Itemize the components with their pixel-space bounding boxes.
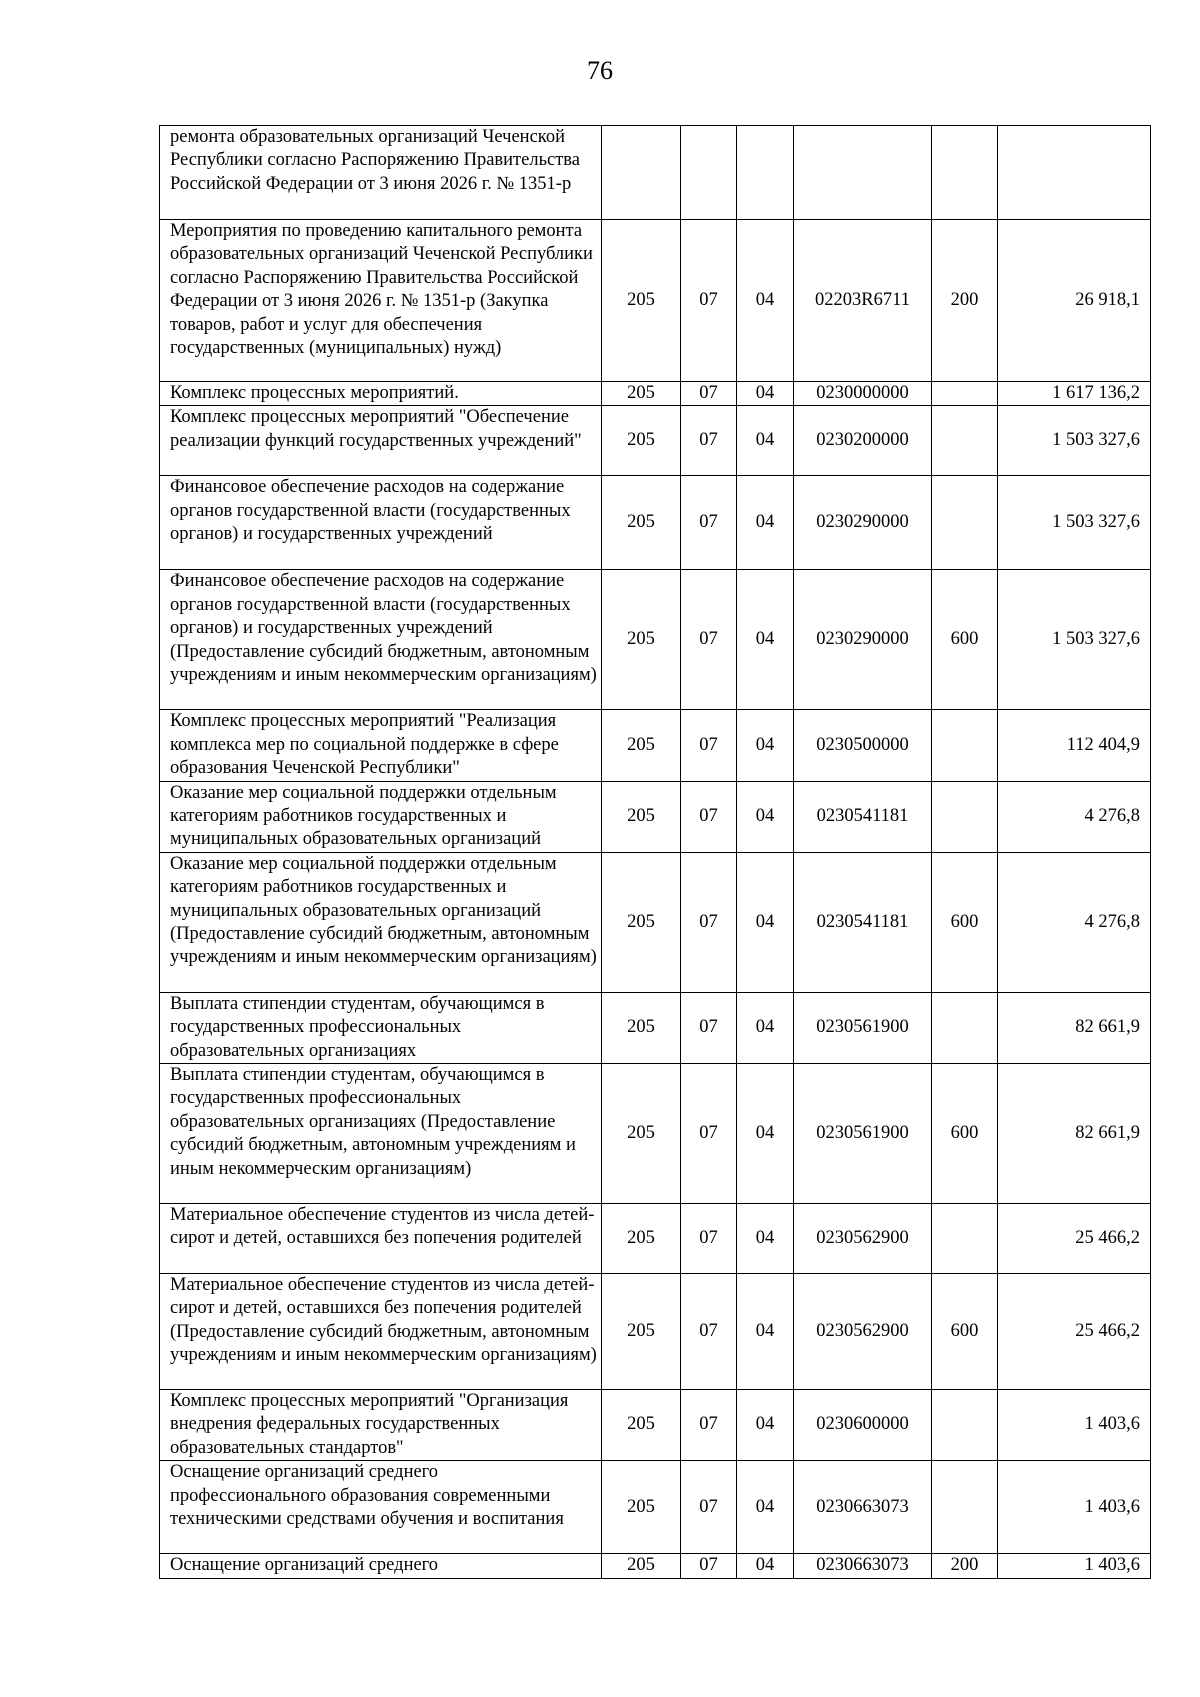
row-name: Мероприятия по проведению капитального ремонта образовательных организаций Чеченской Республики согласно Распоряжению Правительства Российской Федерации от 3 июня 2026 г. № 1351-р (Закупка товаров, работ и услуг для обеспечения государственных (муниципальных) нужд) (160, 220, 602, 382)
expense-type-code (932, 1204, 998, 1274)
amount: 112 404,9 (998, 710, 1151, 781)
target-article-code: 02203R6711 (794, 220, 932, 382)
section-code: 07 (681, 406, 737, 476)
table-row (160, 220, 1151, 382)
amount: 1 617 136,2 (998, 382, 1151, 406)
section-code: 07 (681, 220, 737, 382)
subsection-code: 04 (737, 1204, 794, 1274)
section-code: 07 (681, 476, 737, 570)
table-row (160, 1064, 1151, 1204)
row-name: Выплата стипендии студентам, обучающимся в государственных профессиональных образовательных организациях (Предоставление субсидий бюджетным, автономным учреждениям и иным некоммерческим организациям) (160, 1064, 602, 1204)
table-body (160, 126, 1151, 1579)
section-code: 07 (681, 1461, 737, 1554)
subsection-code: 04 (737, 476, 794, 570)
amount: 1 403,6 (998, 1461, 1151, 1554)
row-name: Выплата стипендии студентам, обучающимся в государственных профессиональных образовательных организациях (160, 992, 602, 1063)
table-row (160, 1554, 1151, 1578)
subsection-code: 04 (737, 992, 794, 1063)
row-name: Материальное обеспечение студентов из числа детей-сирот и детей, оставшихся без попечения родителей (160, 1204, 602, 1274)
expense-type-code (932, 406, 998, 476)
ministry-code: 205 (602, 220, 681, 382)
section-code: 07 (681, 710, 737, 781)
row-name: Материальное обеспечение студентов из числа детей-сирот и детей, оставшихся без попечения родителей (Предоставление субсидий бюджетным, автономным учреждениям и иным некоммерческим организациям) (160, 1274, 602, 1390)
subsection-code: 04 (737, 570, 794, 710)
section-code: 07 (681, 1554, 737, 1578)
table-row (160, 476, 1151, 570)
amount: 82 661,9 (998, 1064, 1151, 1204)
target-article-code: 0230562900 (794, 1274, 932, 1390)
row-name: Комплекс процессных мероприятий. (160, 382, 602, 406)
target-article-code: 0230541181 (794, 781, 932, 852)
amount: 1 403,6 (998, 1554, 1151, 1578)
section-code: 07 (681, 852, 737, 992)
target-article-code: 0230561900 (794, 992, 932, 1063)
expense-type-code (932, 126, 998, 220)
target-article-code: 0230600000 (794, 1390, 932, 1461)
subsection-code: 04 (737, 1390, 794, 1461)
amount: 1 503 327,6 (998, 476, 1151, 570)
table-row (160, 852, 1151, 992)
row-name: Оказание мер социальной поддержки отдельным категориям работников государственных и муниципальных образовательных организаций (160, 781, 602, 852)
target-article-code: 0230541181 (794, 852, 932, 992)
expense-type-code (932, 710, 998, 781)
target-article-code (794, 126, 932, 220)
subsection-code: 04 (737, 406, 794, 476)
amount: 26 918,1 (998, 220, 1151, 382)
amount: 25 466,2 (998, 1274, 1151, 1390)
ministry-code: 205 (602, 570, 681, 710)
subsection-code: 04 (737, 1274, 794, 1390)
expense-type-code (932, 992, 998, 1063)
subsection-code: 04 (737, 1064, 794, 1204)
subsection-code: 04 (737, 1461, 794, 1554)
table-row (160, 781, 1151, 852)
amount (998, 126, 1151, 220)
page-number: 76 (587, 56, 613, 85)
amount: 1 503 327,6 (998, 570, 1151, 710)
section-code: 07 (681, 1204, 737, 1274)
section-code (681, 126, 737, 220)
ministry-code: 205 (602, 1274, 681, 1390)
section-code: 07 (681, 1064, 737, 1204)
ministry-code: 205 (602, 1064, 681, 1204)
subsection-code: 04 (737, 852, 794, 992)
expense-type-code: 200 (932, 1554, 998, 1578)
ministry-code: 205 (602, 710, 681, 781)
ministry-code: 205 (602, 1554, 681, 1578)
row-name: Комплекс процессных мероприятий "Обеспечение реализации функций государственных учреждений" (160, 406, 602, 476)
amount: 4 276,8 (998, 781, 1151, 852)
amount: 1 503 327,6 (998, 406, 1151, 476)
target-article-code: 0230663073 (794, 1461, 932, 1554)
ministry-code: 205 (602, 382, 681, 406)
subsection-code: 04 (737, 382, 794, 406)
expense-type-code: 600 (932, 1274, 998, 1390)
row-name: Финансовое обеспечение расходов на содержание органов государственной власти (государственных органов) и государственных учреждений (Предоставление субсидий бюджетным, автономным учреждениям и иным некоммерческим организациям) (160, 570, 602, 710)
amount: 4 276,8 (998, 852, 1151, 992)
section-code: 07 (681, 1274, 737, 1390)
section-code: 07 (681, 382, 737, 406)
row-name: Оказание мер социальной поддержки отдельным категориям работников государственных и муниципальных образовательных организаций (Предоставление субсидий бюджетным, автономным учреждениям и иным некоммерческим организациям) (160, 852, 602, 992)
expense-type-code (932, 781, 998, 852)
row-name: Финансовое обеспечение расходов на содержание органов государственной власти (государственных органов) и государственных учреждений (160, 476, 602, 570)
row-name: Оснащение организаций среднего профессионального образования современными техническими средствами обучения и воспитания (160, 1461, 602, 1554)
ministry-code: 205 (602, 852, 681, 992)
amount: 1 403,6 (998, 1390, 1151, 1461)
table-row (160, 992, 1151, 1063)
ministry-code: 205 (602, 781, 681, 852)
budget-table (159, 125, 1151, 1579)
table-row (160, 126, 1151, 220)
expense-type-code: 600 (932, 570, 998, 710)
ministry-code (602, 126, 681, 220)
section-code: 07 (681, 570, 737, 710)
expense-type-code (932, 382, 998, 406)
target-article-code: 0230200000 (794, 406, 932, 476)
table-row (160, 570, 1151, 710)
subsection-code (737, 126, 794, 220)
subsection-code: 04 (737, 220, 794, 382)
row-name: Оснащение организаций среднего (160, 1554, 602, 1578)
table-row (160, 1274, 1151, 1390)
table-row (160, 1390, 1151, 1461)
target-article-code: 0230561900 (794, 1064, 932, 1204)
expense-type-code (932, 476, 998, 570)
row-name: Комплекс процессных мероприятий "Реализация комплекса мер по социальной поддержке в сфере образования Чеченской Республики" (160, 710, 602, 781)
ministry-code: 205 (602, 476, 681, 570)
target-article-code: 0230562900 (794, 1204, 932, 1274)
ministry-code: 205 (602, 992, 681, 1063)
subsection-code: 04 (737, 781, 794, 852)
table-row (160, 1461, 1151, 1554)
table-row (160, 406, 1151, 476)
section-code: 07 (681, 992, 737, 1063)
amount: 25 466,2 (998, 1204, 1151, 1274)
row-name: ремонта образовательных организаций Чеченской Республики согласно Распоряжению Правительства Российской Федерации от 3 июня 2026 г. № 1351-р (160, 126, 602, 220)
amount: 82 661,9 (998, 992, 1151, 1063)
expense-type-code (932, 1390, 998, 1461)
section-code: 07 (681, 781, 737, 852)
target-article-code: 0230000000 (794, 382, 932, 406)
section-code: 07 (681, 1390, 737, 1461)
ministry-code: 205 (602, 1461, 681, 1554)
table-row (160, 382, 1151, 406)
ministry-code: 205 (602, 1204, 681, 1274)
subsection-code: 04 (737, 1554, 794, 1578)
ministry-code: 205 (602, 1390, 681, 1461)
subsection-code: 04 (737, 710, 794, 781)
table-row (160, 710, 1151, 781)
target-article-code: 0230290000 (794, 570, 932, 710)
row-name: Комплекс процессных мероприятий "Организация внедрения федеральных государственных образовательных стандартов" (160, 1390, 602, 1461)
expense-type-code: 200 (932, 220, 998, 382)
target-article-code: 0230663073 (794, 1554, 932, 1578)
expense-type-code (932, 1461, 998, 1554)
ministry-code: 205 (602, 406, 681, 476)
target-article-code: 0230500000 (794, 710, 932, 781)
target-article-code: 0230290000 (794, 476, 932, 570)
expense-type-code: 600 (932, 852, 998, 992)
expense-type-code: 600 (932, 1064, 998, 1204)
table-row (160, 1204, 1151, 1274)
